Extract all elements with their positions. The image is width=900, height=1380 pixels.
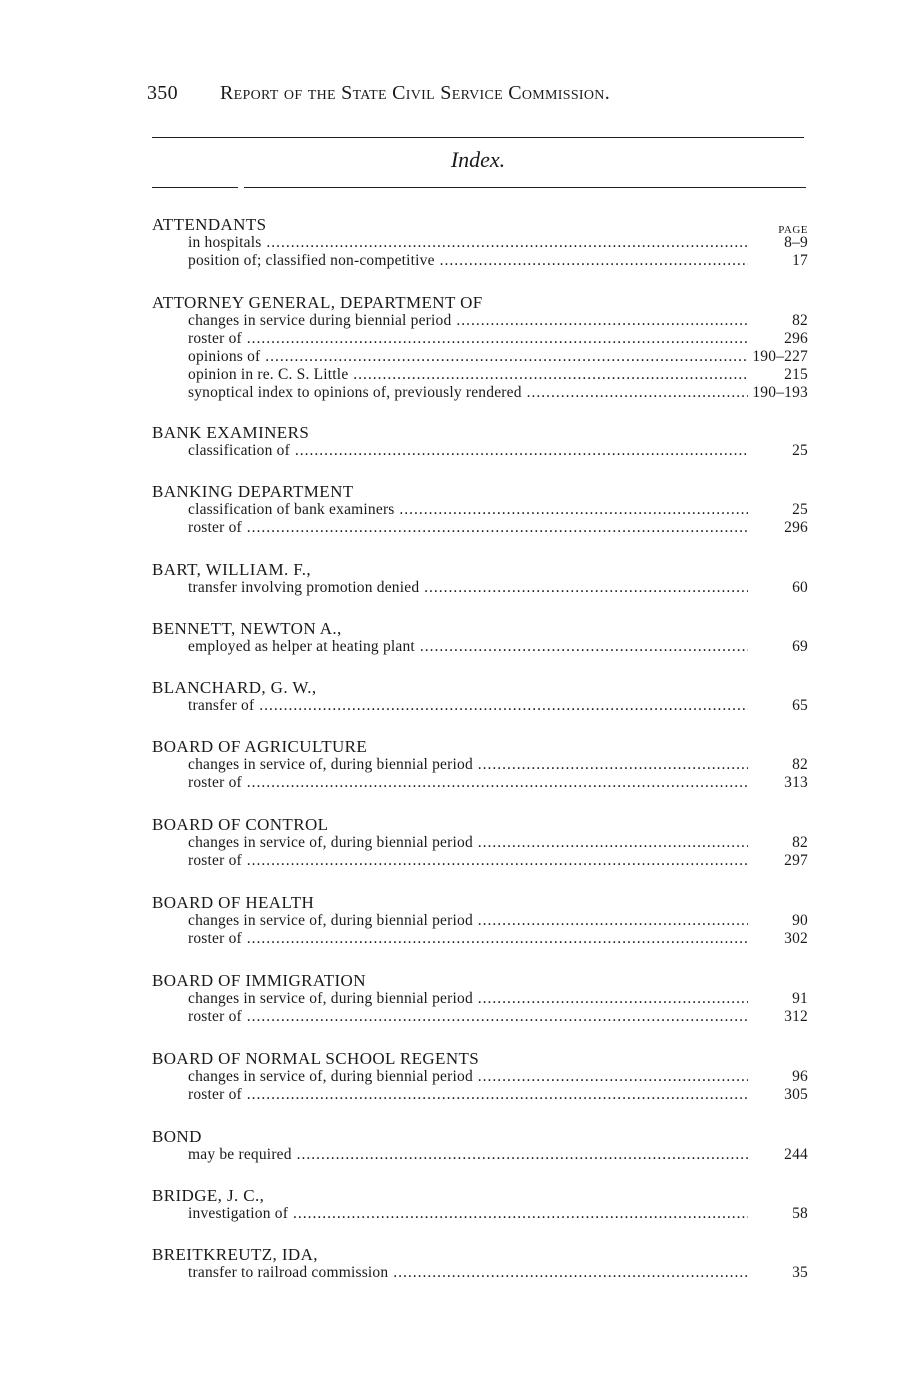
sub-entry-page: 82: [792, 756, 808, 773]
sub-entry-text: changes in service of, during biennial period .....: [188, 756, 748, 774]
sub-entry-text: roster of .....: [188, 330, 748, 348]
bottom-rule-short: [152, 187, 238, 188]
sub-entry: [152, 312, 808, 330]
index-entry: [152, 482, 808, 537]
sub-entry: [152, 930, 808, 948]
sub-entry: [152, 384, 808, 402]
sub-entry-text: opinions of .....: [188, 348, 748, 366]
entry-heading: BOARD OF IMMIGRATION: [152, 971, 366, 990]
sub-entry-text: roster of .....: [188, 930, 748, 948]
sub-entry-text: roster of .....: [188, 1008, 748, 1026]
index-entry: [152, 293, 808, 402]
page-column-label: PAGE: [778, 224, 808, 236]
sub-entry: [152, 756, 808, 774]
sub-entry: [152, 1086, 808, 1104]
sub-entry-page: 297: [784, 852, 808, 869]
index-entry: [152, 1245, 808, 1282]
sub-entry: [152, 519, 808, 537]
sub-entry-page: 296: [784, 519, 808, 536]
entry-heading: BOARD OF CONTROL: [152, 815, 329, 834]
index-entry: [152, 737, 808, 792]
sub-entry-text: changes in service during biennial period .....: [188, 312, 748, 330]
sub-entry: [152, 1146, 808, 1164]
sub-entry-page: 91: [792, 990, 808, 1007]
top-rule: [152, 137, 804, 138]
sub-entry: [152, 366, 808, 384]
page-number: 350: [147, 82, 178, 104]
index-entry: [152, 893, 808, 948]
sub-entry-page: 82: [792, 834, 808, 851]
sub-entry-text: classification of .....: [188, 442, 748, 460]
sub-entry-text: synoptical index to opinions of, previously rendered .....: [188, 384, 748, 402]
sub-entry-page: 96: [792, 1068, 808, 1085]
entry-heading: BLANCHARD, G. W.,: [152, 678, 317, 697]
sub-entry-page: 215: [784, 366, 808, 383]
entry-heading: BANK EXAMINERS: [152, 423, 310, 442]
sub-entry-text: roster of .....: [188, 774, 748, 792]
sub-entry-text: in hospitals .....: [188, 234, 748, 252]
sub-entry-text: transfer of .....: [188, 697, 748, 715]
sub-entry-text: may be required .....: [188, 1146, 748, 1164]
index-entry: [152, 1049, 808, 1104]
index-entry: [152, 215, 808, 270]
entry-heading: BREITKREUTZ, IDA,: [152, 1245, 318, 1264]
running-header: [147, 82, 807, 112]
sub-entry: [152, 252, 808, 270]
sub-entry-text: classification of bank examiners .....: [188, 501, 748, 519]
sub-entry: [152, 442, 808, 460]
sub-entry-text: changes in service of, during biennial period .....: [188, 912, 748, 930]
sub-entry: [152, 1068, 808, 1086]
entry-heading: ATTENDANTS: [152, 215, 267, 234]
sub-entry-text: employed as helper at heating plant .....: [188, 638, 748, 656]
entry-heading: BOARD OF NORMAL SCHOOL REGENTS: [152, 1049, 480, 1068]
entry-heading: BOND: [152, 1127, 202, 1146]
entry-heading: BANKING DEPARTMENT: [152, 482, 354, 501]
sub-entry: [152, 579, 808, 597]
running-title: Report of the State Civil Service Commission.: [220, 82, 611, 104]
sub-entry: [152, 912, 808, 930]
index-entry: [152, 971, 808, 1026]
sub-entry: [152, 774, 808, 792]
sub-entry-page: 8–9: [784, 234, 808, 251]
sub-entry-page: 35: [792, 1264, 808, 1281]
sub-entry-page: 65: [792, 697, 808, 714]
sub-entry-page: 58: [792, 1205, 808, 1222]
entry-heading: ATTORNEY GENERAL, DEPARTMENT OF: [152, 293, 483, 312]
entry-heading: BOARD OF HEALTH: [152, 893, 315, 912]
index-entry: [152, 560, 808, 597]
sub-entry-page: 296: [784, 330, 808, 347]
entry-heading: BRIDGE, J. C.,: [152, 1186, 265, 1205]
index-entry: [152, 1127, 808, 1164]
sub-entry-page: 305: [784, 1086, 808, 1103]
sub-entry: [152, 234, 808, 252]
sub-entry-text: position of; classified non-competitive .....: [188, 252, 748, 270]
sub-entry-page: 302: [784, 930, 808, 947]
bottom-rule-long: [244, 187, 806, 188]
sub-entry-text: roster of .....: [188, 1086, 748, 1104]
sub-entry-page: 82: [792, 312, 808, 329]
sub-entry: [152, 834, 808, 852]
sub-entry-page: 25: [792, 501, 808, 518]
sub-entry: [152, 501, 808, 519]
sub-entry: [152, 638, 808, 656]
index-entry: [152, 619, 808, 656]
sub-entry-page: 190–193: [752, 384, 808, 401]
sub-entry: [152, 1205, 808, 1223]
sub-entry: [152, 1008, 808, 1026]
sub-entry-page: 244: [784, 1146, 808, 1163]
sub-entry-text: investigation of .....: [188, 1205, 748, 1223]
sub-entry-text: changes in service of, during biennial period .....: [188, 834, 748, 852]
entry-heading: BART, WILLIAM. F.,: [152, 560, 312, 579]
sub-entry-text: changes in service of, during biennial period .....: [188, 1068, 748, 1086]
sub-entry-page: 90: [792, 912, 808, 929]
sub-entry: [152, 330, 808, 348]
index-title: Index.: [450, 147, 506, 172]
sub-entry-text: roster of .....: [188, 519, 748, 537]
sub-entry: [152, 852, 808, 870]
entry-heading: BOARD OF AGRICULTURE: [152, 737, 368, 756]
sub-entry-text: changes in service of, during biennial period .....: [188, 990, 748, 1008]
sub-entry: [152, 1264, 808, 1282]
sub-entry-page: 60: [792, 579, 808, 596]
index-entry: [152, 678, 808, 715]
sub-entry-page: 17: [792, 252, 808, 269]
sub-entry-page: 25: [792, 442, 808, 459]
sub-entry-page: 190–227: [752, 348, 808, 365]
sub-entry-text: roster of .....: [188, 852, 748, 870]
sub-entry-page: 69: [792, 638, 808, 655]
sub-entry: [152, 990, 808, 1008]
sub-entry-text: opinion in re. C. S. Little .....: [188, 366, 748, 384]
index-entry: [152, 423, 808, 460]
sub-entry-page: 312: [784, 1008, 808, 1025]
index-entry: [152, 815, 808, 870]
sub-entry: [152, 348, 808, 366]
sub-entry: [152, 697, 808, 715]
sub-entry-text: transfer to railroad commission .....: [188, 1264, 748, 1282]
entry-heading: BENNETT, NEWTON A.,: [152, 619, 342, 638]
sub-entry-page: 313: [784, 774, 808, 791]
index-entry: [152, 1186, 808, 1223]
sub-entry-text: transfer involving promotion denied .....: [188, 579, 748, 597]
